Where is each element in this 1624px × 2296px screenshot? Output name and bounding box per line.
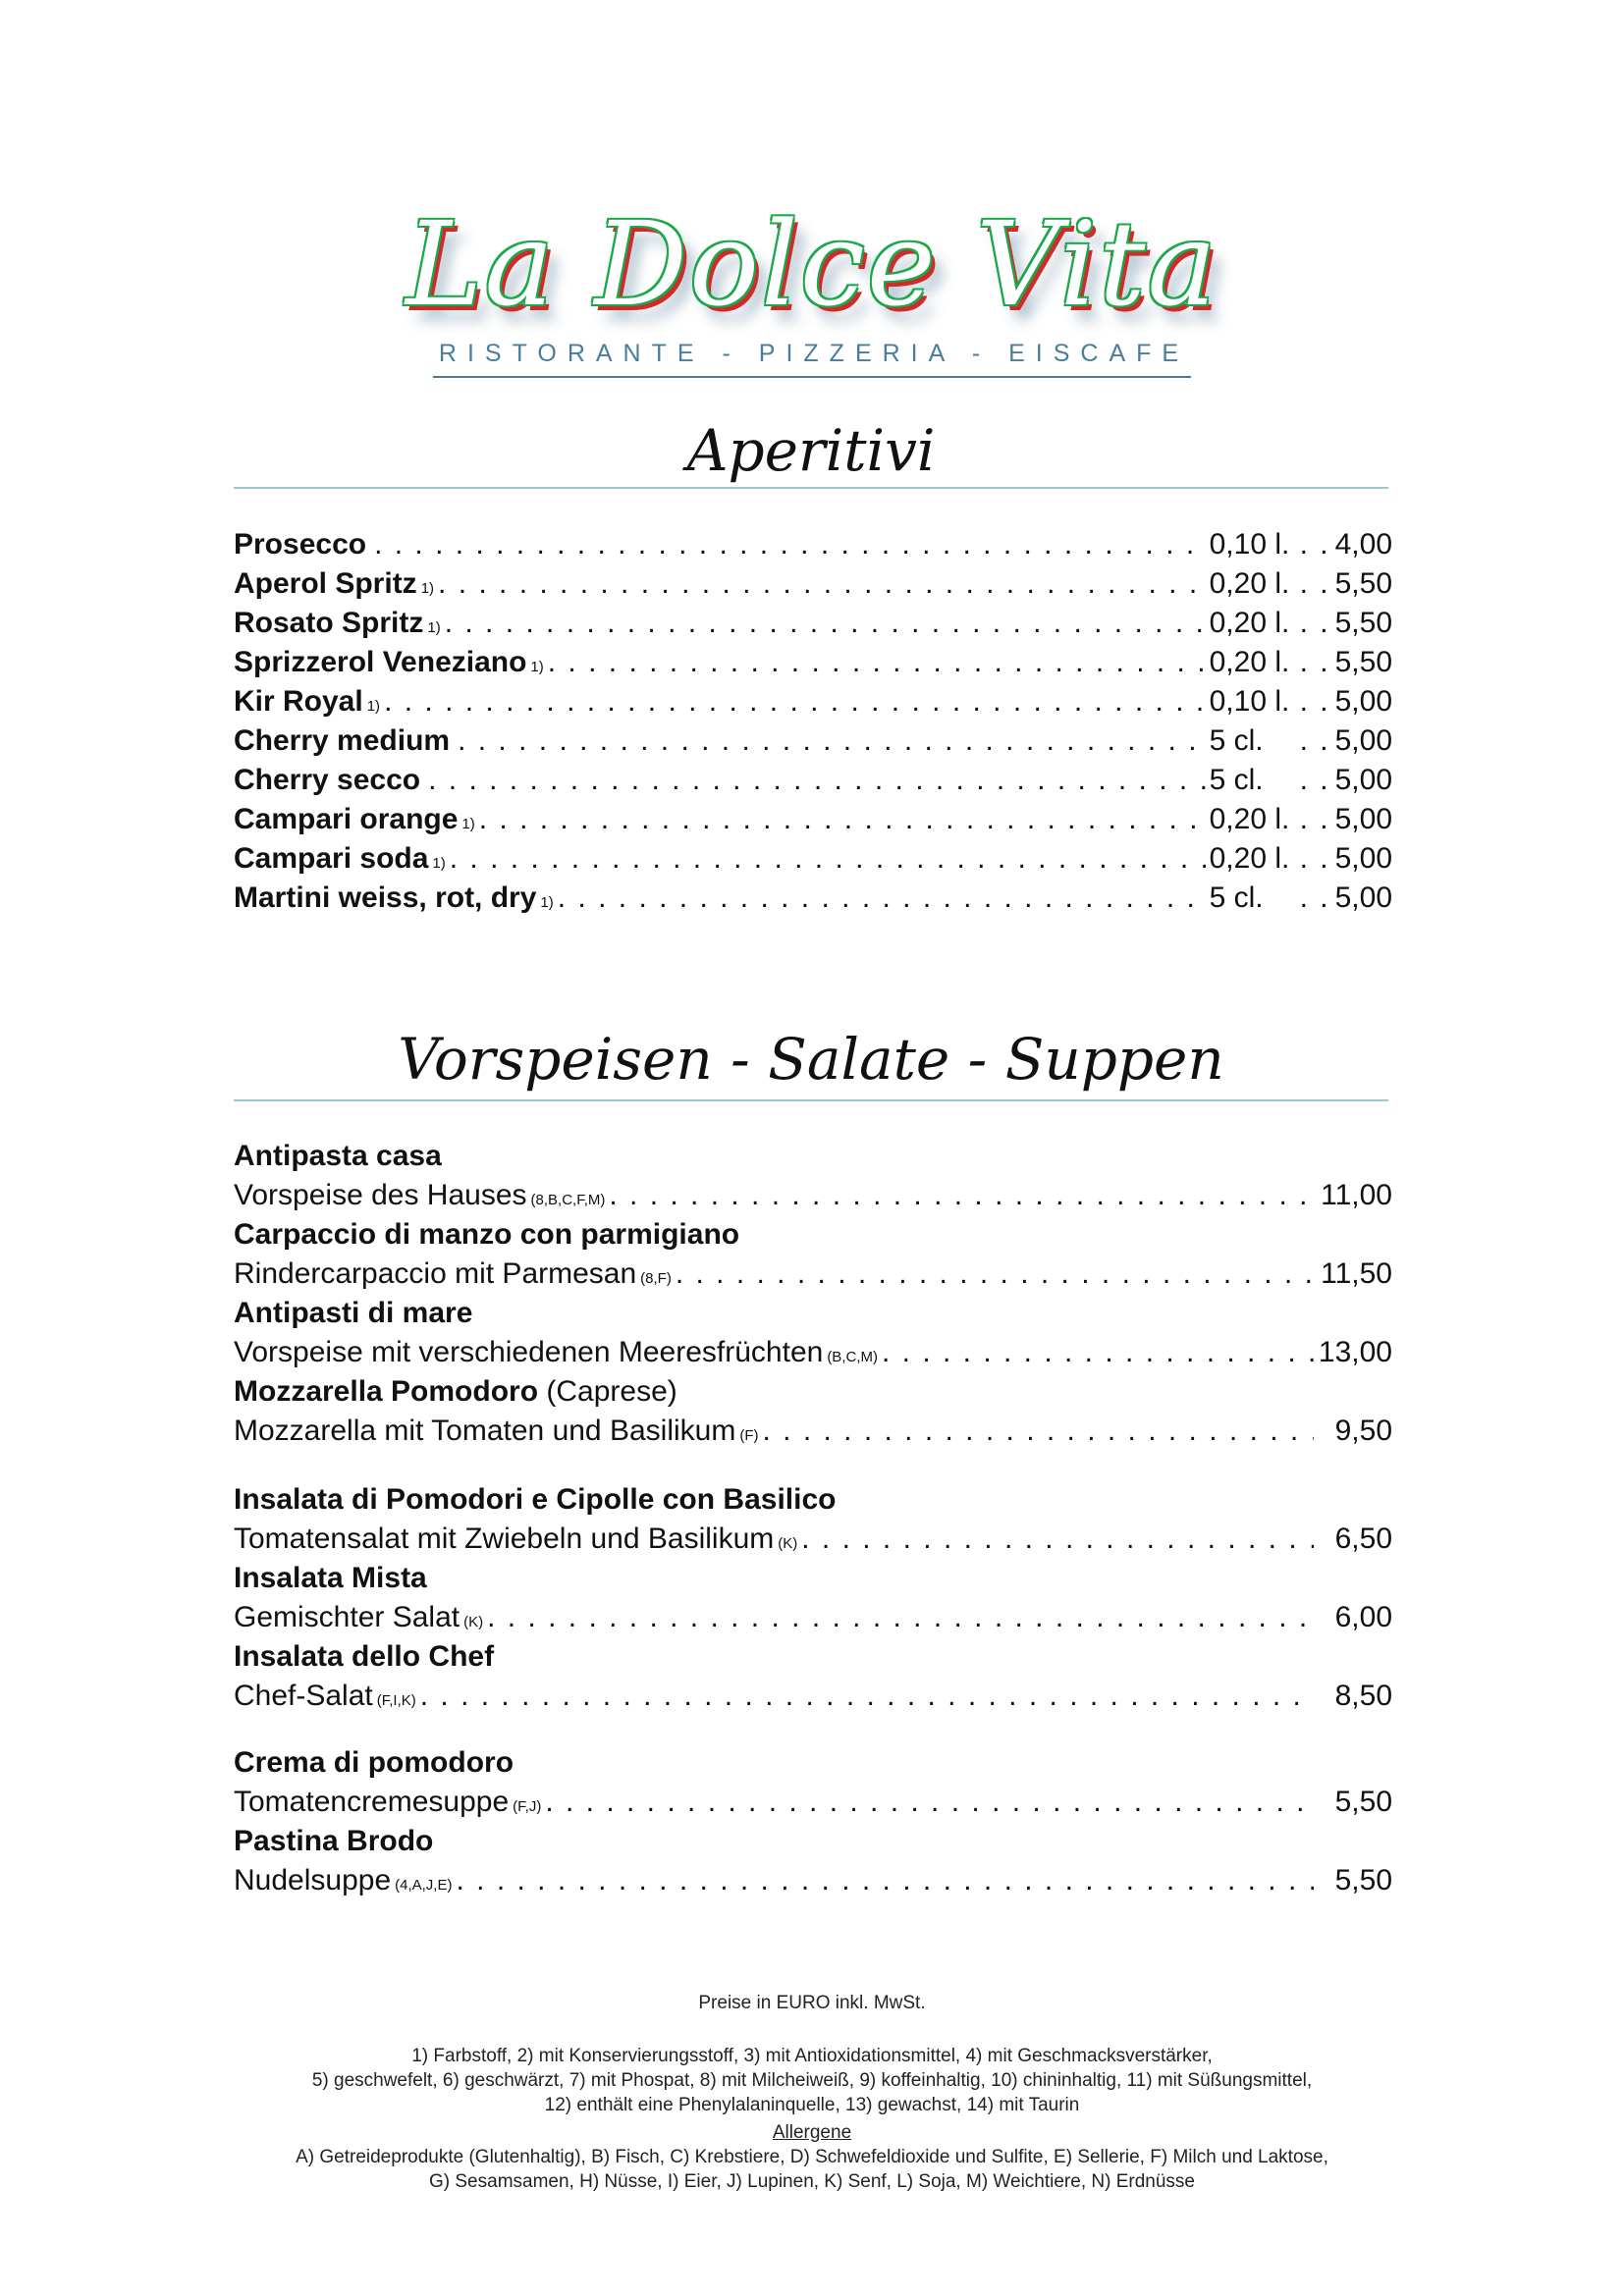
allergen-note: (F,J) — [513, 1798, 542, 1815]
section-title-vorspeisen: Vorspeisen - Salate - Suppen — [398, 1026, 1224, 1093]
dish-title — [234, 1559, 427, 1598]
dish-description-line — [234, 1333, 1392, 1377]
dish-title — [234, 1743, 514, 1783]
leader-dots — [545, 1783, 1314, 1822]
leader-dots — [1300, 525, 1335, 564]
dish-description: Chef-Salat — [234, 1680, 373, 1712]
item-name: Campari orange — [234, 803, 459, 835]
dish-title — [234, 1372, 677, 1412]
menu-item — [234, 525, 1392, 564]
dish-description: Tomatencremesuppe — [234, 1786, 510, 1818]
dish-name: Antipasta casa — [234, 1140, 442, 1172]
leader-dots — [428, 761, 1206, 800]
allergen-note: (4,A,J,E) — [395, 1877, 453, 1894]
menu-item — [234, 604, 1392, 648]
menu-item — [234, 682, 1392, 726]
leader-dots — [558, 879, 1206, 918]
allergen-note: (K) — [463, 1614, 484, 1630]
leader-dots — [1300, 761, 1335, 800]
tagline-wrap — [0, 340, 1624, 378]
item-price: 5,50 — [1334, 1864, 1392, 1896]
item-note: 1) — [530, 659, 544, 675]
dish-name: Antipasti di mare — [234, 1297, 473, 1329]
allergen-note: (B,C,M) — [827, 1349, 878, 1365]
dish-title — [234, 1215, 739, 1255]
menu-item — [234, 800, 1392, 844]
dish-description-line — [234, 1783, 1392, 1827]
logo — [0, 196, 1624, 332]
item-quantity: 0,20 l. — [1209, 842, 1290, 875]
item-quantity: 0,20 l. — [1209, 607, 1290, 639]
leader-dots — [1300, 643, 1335, 682]
dish-name: Insalata Mista — [234, 1562, 427, 1594]
allergen-note: (K) — [778, 1535, 798, 1552]
item-name: Kir Royal — [234, 685, 363, 718]
dish-description-line — [234, 1255, 1392, 1299]
item-note: 1) — [427, 619, 441, 636]
leader-dots — [609, 1176, 1314, 1215]
dish-subtitle: (Caprese) — [546, 1375, 677, 1408]
item-price: 5,50 — [1334, 607, 1392, 639]
leader-dots — [458, 721, 1206, 761]
dish-title — [234, 1480, 836, 1520]
item-price: 13,00 — [1318, 1336, 1392, 1368]
dish-name: Pastina Brodo — [234, 1825, 434, 1857]
item-price: 5,00 — [1334, 803, 1392, 835]
allergens-heading: Allergene — [772, 2122, 852, 2143]
item-price: 5,50 — [1334, 646, 1392, 678]
menu-item — [234, 721, 1392, 761]
dish-description: Gemischter Salat — [234, 1601, 460, 1633]
dish-description: Vorspeise mit verschiedenen Meeresfrüchten — [234, 1336, 824, 1368]
item-quantity: 5 cl. — [1209, 881, 1264, 914]
dish-name: Crema di pomodoro — [234, 1746, 514, 1779]
leader-dots — [1300, 879, 1335, 918]
menu-item — [234, 879, 1392, 923]
dish-title — [234, 1637, 494, 1677]
dish-name: Carpaccio di manzo con parmigiano — [234, 1218, 740, 1251]
item-quantity: 5 cl. — [1209, 764, 1264, 796]
dish-name: Insalata di Pomodori e Cipolle con Basilico — [234, 1483, 837, 1516]
item-quantity: 0,20 l. — [1209, 803, 1290, 835]
menu-item — [234, 761, 1392, 800]
dish-description-line — [234, 1176, 1392, 1220]
additives-line: 5) geschwefelt, 6) geschwärzt, 7) mit Phospat, 8) mit Milcheiweiß, 9) koffeinhaltig, 10) chininhaltig, 11) mit Süßungsmittel, — [311, 2070, 1313, 2091]
leader-dots — [1300, 721, 1335, 761]
dish-title — [234, 1137, 442, 1176]
allergen-note: (F,I,K) — [376, 1692, 416, 1709]
additives-list — [0, 2044, 1624, 2117]
leader-dots — [1300, 564, 1335, 604]
item-quantity: 0,10 l. — [1209, 528, 1290, 561]
item-price: 8,50 — [1334, 1680, 1392, 1712]
leader-dots — [1300, 839, 1335, 879]
additives-line: 1) Farbstoff, 2) mit Konservierungsstoff, 3) mit Antioxidationsmittel, 4) mit Geschmacksverstärker, — [411, 2046, 1213, 2066]
allergens-list — [0, 2120, 1624, 2194]
dish-description-line — [234, 1677, 1392, 1721]
item-quantity: 0,10 l. — [1209, 685, 1290, 718]
dish-description: Nudelsuppe — [234, 1864, 392, 1896]
dish-description-line — [234, 1412, 1392, 1456]
leader-dots — [676, 1255, 1314, 1294]
allergen-note: (8,B,C,F,M) — [530, 1192, 606, 1208]
item-note: 1) — [432, 855, 446, 872]
leader-dots — [479, 800, 1206, 839]
dish-title — [234, 1822, 433, 1861]
leader-dots — [456, 1861, 1314, 1900]
leader-dots — [487, 1598, 1314, 1637]
dish-description: Rindercarpaccio mit Parmesan — [234, 1257, 637, 1290]
item-price: 4,00 — [1334, 528, 1392, 561]
leader-dots — [438, 564, 1206, 604]
allergen-note: (8,F) — [640, 1270, 672, 1287]
item-name: Martini weiss, rot, dry — [234, 881, 537, 914]
leader-dots — [384, 682, 1206, 721]
item-price: 5,00 — [1334, 685, 1392, 718]
dish-title — [234, 1294, 472, 1333]
item-name: Prosecco — [234, 528, 367, 561]
item-price: 5,00 — [1334, 724, 1392, 757]
item-name: Cherry secco — [234, 764, 421, 796]
dish-description-line — [234, 1598, 1392, 1642]
item-note: 1) — [366, 698, 381, 715]
item-name: Rosato Spritz — [234, 607, 424, 639]
leader-dots — [374, 525, 1206, 564]
item-price: 5,00 — [1334, 881, 1392, 914]
dish-name: Mozzarella Pomodoro — [234, 1375, 539, 1408]
menu-item — [234, 564, 1392, 609]
item-name: Campari soda — [234, 842, 429, 875]
item-price: 6,00 — [1334, 1601, 1392, 1633]
tagline: RISTORANTE - PIZZERIA - EISCAFE — [433, 340, 1191, 378]
dish-description-line — [234, 1520, 1392, 1564]
section-title-aperitivi: Aperitivi — [686, 417, 936, 484]
item-quantity: 5 cl. — [1209, 724, 1264, 757]
allergens-line: A) Getreideprodukte (Glutenhaltig), B) Fisch, C) Krebstiere, D) Schwefeldioxide und Sulfite, E) Sellerie, F) Milch und Laktose, — [296, 2147, 1328, 2167]
dish-description: Vorspeise des Hauses — [234, 1179, 527, 1211]
logo-text: La Dolce Vita — [406, 196, 1218, 332]
leader-dots — [450, 839, 1206, 879]
item-price: 6,50 — [1334, 1522, 1392, 1555]
leader-dots — [1300, 604, 1335, 643]
leader-dots — [420, 1677, 1314, 1716]
dish-description: Tomatensalat mit Zwiebeln und Basilikum — [234, 1522, 775, 1555]
item-name: Aperol Spritz — [234, 567, 417, 600]
dish-description-line — [234, 1861, 1392, 1905]
leader-dots — [882, 1333, 1314, 1372]
additives-line: 12) enthält eine Phenylalaninquelle, 13) gewachst, 14) mit Taurin — [544, 2095, 1080, 2115]
item-price: 5,00 — [1334, 842, 1392, 875]
item-note: 1) — [540, 894, 554, 911]
menu-item — [234, 839, 1392, 883]
item-name: Cherry medium — [234, 724, 451, 757]
section-divider — [234, 487, 1388, 489]
allergens-line: G) Sesamsamen, H) Nüsse, I) Eier, J) Lupinen, K) Senf, L) Soja, M) Weichtiere, N) Erdnüsse — [429, 2171, 1195, 2192]
item-note: 1) — [420, 580, 435, 597]
dish-description: Mozzarella mit Tomaten und Basilikum — [234, 1415, 736, 1447]
leader-dots — [445, 604, 1206, 643]
leader-dots — [801, 1520, 1314, 1559]
section-divider — [234, 1099, 1388, 1101]
item-price: 5,00 — [1334, 764, 1392, 796]
item-price: 11,00 — [1321, 1179, 1392, 1211]
dish-name: Insalata dello Chef — [234, 1640, 495, 1673]
leader-dots — [762, 1412, 1314, 1451]
leader-dots — [1300, 800, 1335, 839]
item-name: Sprizzerol Veneziano — [234, 646, 527, 678]
leader-dots — [1300, 682, 1335, 721]
item-quantity: 0,20 l. — [1209, 646, 1290, 678]
item-price: 5,50 — [1334, 567, 1392, 600]
allergen-note: (F) — [739, 1427, 759, 1444]
menu-item — [234, 643, 1392, 687]
item-price: 5,50 — [1334, 1786, 1392, 1818]
item-price: 9,50 — [1334, 1415, 1392, 1447]
leader-dots — [548, 643, 1206, 682]
prices-note: Preise in EURO inkl. MwSt. — [698, 1993, 926, 2013]
item-quantity: 0,20 l. — [1209, 567, 1290, 600]
item-price: 11,50 — [1321, 1257, 1392, 1290]
item-note: 1) — [461, 816, 475, 832]
